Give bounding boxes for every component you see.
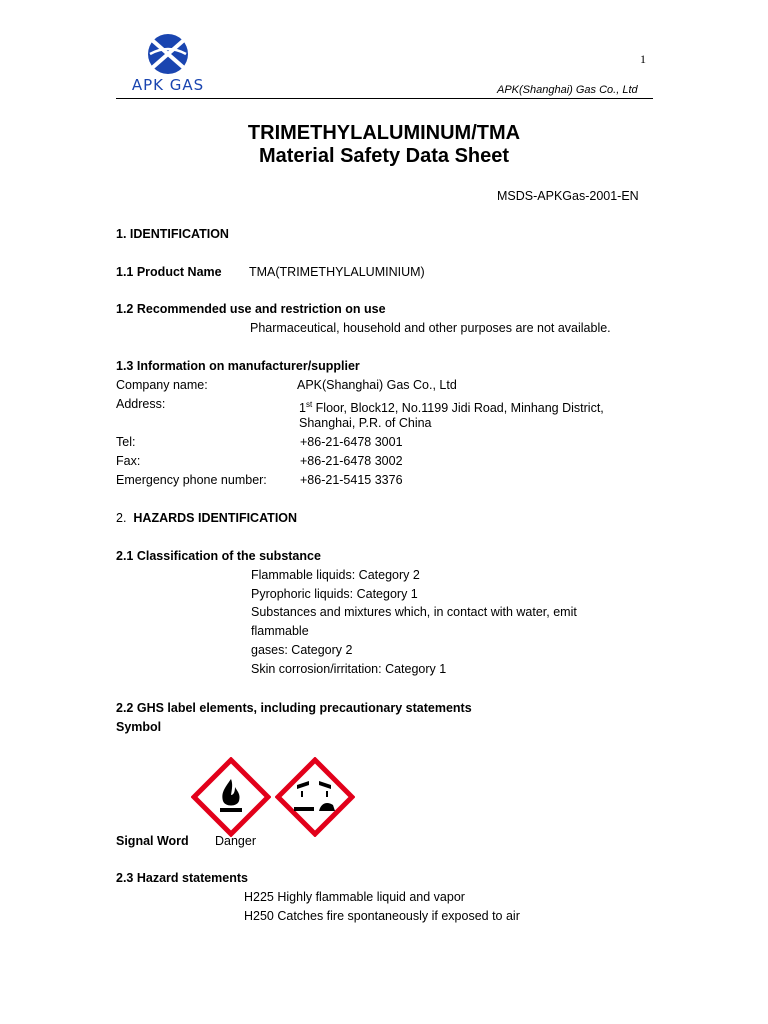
section-2-heading [116,509,297,528]
header-company: APK(Shanghai) Gas Co., Ltd [497,84,638,96]
document-id: MSDS-APKGas-2001-EN [497,189,639,203]
fax-value: +86-21-6478 3002 [300,454,403,468]
classification-item: Flammable liquids: Category 2 [251,568,420,582]
flame-pictogram-icon [191,757,271,837]
hazard-statement: H225 Highly flammable liquid and vapor [244,890,465,904]
tel-value: +86-21-6478 3001 [300,435,403,449]
classification-heading: 2.1 Classification of the substance [116,549,321,563]
fax-label: Fax: [116,454,141,468]
manufacturer-heading: 1.3 Information on manufacturer/supplier [116,359,360,373]
address-rest: Floor, Block12, No.1199 Jidi Road, Minhang District, [312,401,604,416]
product-name-label: 1.1 Product Name [116,265,222,279]
logo-x-icon [122,34,214,76]
classification-item: Pyrophoric liquids: Category 1 [251,587,418,601]
section-1-heading: 1. IDENTIFICATION [116,227,229,241]
classification-item: Substances and mixtures which, in contact with water, emit [251,605,577,619]
signal-word-label: Signal Word [116,834,189,848]
classification-item: flammable [251,624,309,638]
address-prefix: 1 [299,401,306,416]
header-rule [116,98,653,99]
recommended-use-heading: 1.2 Recommended use and restriction on use [116,302,386,316]
address-label: Address: [116,397,166,411]
section-2-number: 2. [116,511,127,525]
address-line-2: Shanghai, P.R. of China [299,416,432,430]
classification-item: gases: Category 2 [251,643,353,657]
signal-word-value: Danger [215,834,256,848]
document-subtitle: Material Safety Data Sheet [258,145,510,167]
page-number: 1 [640,52,646,66]
emergency-value: +86-21-5415 3376 [300,473,403,487]
address-sup: st [305,400,313,409]
corrosion-pictogram-icon [275,757,355,837]
product-name-value: TMA(TRIMETHYLALUMINIUM) [249,265,425,279]
symbol-label: Symbol [116,720,162,734]
section-2-title: HAZARDS IDENTIFICATION [133,511,298,525]
ghs-heading: 2.2 GHS label elements, including precautionary statements [116,701,472,715]
hazard-statements-heading: 2.3 Hazard statements [116,871,249,885]
hazard-statement: H250 Catches fire spontaneously if exposed to air [244,909,520,923]
document-title: TRIMETHYLALUMINUM/TMA [247,122,521,144]
classification-item: Skin corrosion/irritation: Category 1 [251,662,447,676]
company-name-label: Company name: [116,378,208,392]
logo-text: APK GAS [131,76,205,94]
tel-label: Tel: [116,435,136,449]
emergency-label: Emergency phone number: [116,473,267,487]
recommended-use-text: Pharmaceutical, household and other purposes are not available. [250,321,611,335]
company-logo [122,34,214,96]
company-name-value: APK(Shanghai) Gas Co., Ltd [297,378,457,392]
